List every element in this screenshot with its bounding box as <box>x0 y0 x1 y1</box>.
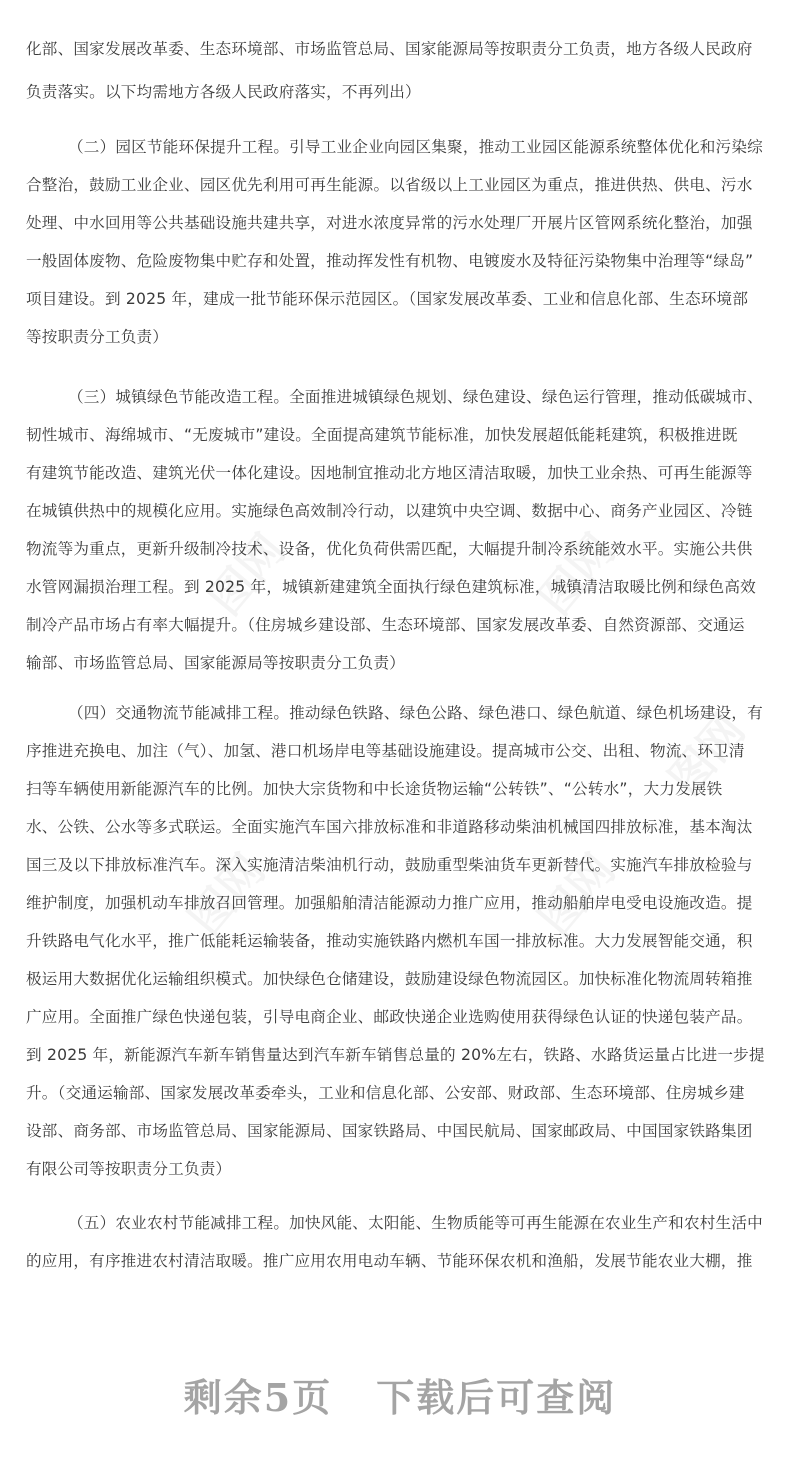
text-line: 物流等为重点，更新升级制冷技术、设备，优化负荷供需匹配，大幅提升制冷系统能效水平。实施公共供 <box>26 540 753 558</box>
text-line: 合整治，鼓励工业企业、园区优先利用可再生能源。以省级以上工业园区为重点，推进供热、供电、污水 <box>26 176 753 194</box>
text-line: （五）农业农村节能减排工程。加快风能、太阳能、生物质能等可再生能源在农业生产和农村生活中 <box>68 1214 763 1232</box>
watermark <box>171 838 277 947</box>
text-line: 升。（交通运输部、国家发展改革委牵头，工业和信息化部、公安部、财政部、生态环境部、住房城乡建 <box>26 1084 745 1102</box>
text-line: 化部、国家发展改革委、生态环境部、市场监管总局、国家能源局等按职责分工负责，地方各级人民政府 <box>26 40 753 58</box>
text-line: 设部、商务部、市场监管总局、国家能源局、国家铁路局、中国民航局、国家邮政局、中国国家铁路集团 <box>26 1122 753 1140</box>
text-line: （三）城镇绿色节能改造工程。全面推进城镇绿色规划、绿色建设、绿色运行管理，推动低碳城市、 <box>68 388 763 406</box>
text-line: 极运用大数据优化运输组织模式。加快绿色仓储建设，鼓励建设绿色物流园区。加快标准化物流周转箱推 <box>26 970 753 988</box>
text-line: 一般固体废物、危险废物集中贮存和处置，推动挥发性有机物、电镀废水及特征污染物集中治理等“绿岛” <box>26 252 754 270</box>
text-line: 的应用，有序推进农村清洁取暖。推广应用农用电动车辆、节能环保农机和渔船，发展节能农业大棚，推 <box>26 1252 753 1270</box>
text-line: 等按职责分工负责） <box>26 328 169 346</box>
text-line: 广应用。全面推广绿色快递包装，引导电商企业、邮政快递企业选购使用获得绿色认证的快递包装产品。 <box>26 1008 753 1026</box>
text-line: 处理、中水回用等公共基础设施共建共享，对进水浓度异常的污水处理厂开展片区管网系统化整治，加强 <box>26 214 753 232</box>
text-line: 项目建设。到 2025 年，建成一批节能环保示范园区。（国家发展改革委、工业和信息化部、生态环境部 <box>26 290 749 308</box>
text-line: 序推进充换电、加注（气）、加氢、港口机场岸电等基础设施建设。提高城市公交、出租、物流、环卫清 <box>26 742 745 760</box>
download-prompt[interactable] <box>0 1367 800 1422</box>
text-line: 韧性城市、海绵城市、“无废城市”建设。全面提高建筑节能标准，加快发展超低能耗建筑，积极推进既 <box>26 426 738 444</box>
text-line: 有建筑节能改造、建筑光伏一体化建设。因地制宜推动北方地区清洁取暖，加快工业余热、可再生能源等 <box>26 464 753 482</box>
watermark <box>521 838 627 947</box>
download-hint-label[interactable]: 下载后可查阅 <box>376 1375 617 1420</box>
text-line: （四）交通物流节能减排工程。推动绿色铁路、绿色公路、绿色港口、绿色航道、绿色机场建设，有 <box>68 704 763 722</box>
text-line: 水、公铁、公水等多式联运。全面实施汽车国六排放标准和非道路移动柴油机械国四排放标准，基本淘汰 <box>26 818 753 836</box>
text-line: 输部、市场监管总局、国家能源局等按职责分工负责） <box>26 654 406 672</box>
text-line: （二）园区节能环保提升工程。引导工业企业向园区集聚，推动工业园区能源系统整体优化和污染综 <box>68 138 763 156</box>
text-line: 水管网漏损治理工程。到 2025 年，城镇新建建筑全面执行绿色建筑标准，城镇清洁取暖比例和绿色高效 <box>26 578 756 596</box>
text-line: 负责落实。以下均需地方各级人民政府落实，不再列出） <box>26 83 421 101</box>
text-line: 到 2025 年，新能源汽车新车销售量达到汽车新车销售总量的 20%左右，铁路、水路货运量占比进一步提 <box>26 1046 765 1064</box>
watermark <box>521 518 627 627</box>
text-line: 有限公司等按职责分工负责） <box>26 1160 232 1178</box>
text-line: 扫等车辆使用新能源汽车的比例。加快大宗货物和中长途货物运输“公转铁”、“公转水”，大力发展铁 <box>26 780 723 798</box>
text-line: 在城镇供热中的规模化应用。实施绿色高效制冷行动，以建筑中央空调、数据中心、商务产业园区、冷链 <box>26 502 753 520</box>
text-line: 国三及以下排放标准汽车。深入实施清洁柴油机行动，鼓励重型柴油货车更新替代。实施汽车排放检验与 <box>26 856 753 874</box>
text-line: 升铁路电气化水平，推广低能耗运输装备，推动实施铁路内燃机车国一排放标准。大力发展智能交通，积 <box>26 932 753 950</box>
text-line: 维护制度，加强机动车排放召回管理。加强船舶清洁能源动力推广应用，推动船舶岸电受电设施改造。提 <box>26 894 753 912</box>
watermark <box>191 518 297 627</box>
remaining-pages-label: 剩余5页 <box>183 1375 333 1420</box>
text-line: 制冷产品市场占有率大幅提升。（住房城乡建设部、生态环境部、国家发展改革委、自然资源部、交通运 <box>26 616 745 634</box>
